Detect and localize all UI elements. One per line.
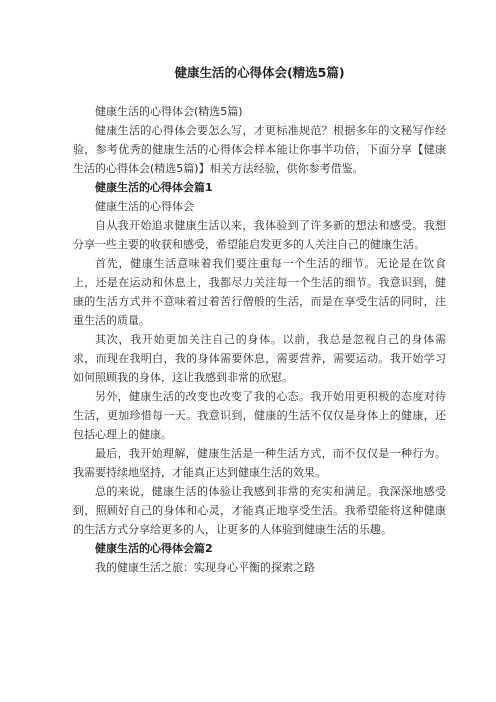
document-subtitle: 健康生活的心得体会(精选5篇) [95, 105, 243, 118]
section-2-subheading: 我的健康生活之旅：实现身心平衡的探索之路 [95, 561, 315, 574]
section-1-heading: 健康生活的心得体会篇1 [95, 181, 213, 194]
section-2-heading: 健康生活的心得体会篇2 [95, 542, 213, 555]
section-1-paragraph: 自从我开始追求健康生活以来，我体验到了许多新的想法和感受。我想分享一些主要的收获和感受，希望能启发更多的人关注自己的健康生活。 [73, 219, 446, 251]
section-1-paragraph: 另外，健康生活的改变也改变了我的心态。我开始用更积极的态度对待生活，更加珍惜每一天。我意识到，健康的生活不仅仅是身体上的健康，还包括心理上的健康。 [73, 390, 446, 441]
document-title: 健康生活的心得体会(精选5篇) [174, 65, 345, 80]
intro-paragraph: 健康生活的心得体会要怎么写，才更标准规范？根据多年的文秘写作经验，参考优秀的健康生活的心得体会样本能让你事半功倍，下面分享【健康生活的心得体会(精选5篇)】相关方法经验，供你参考借鉴。 [73, 124, 446, 175]
section-1-subheading: 健康生活的心得体会 [95, 200, 194, 213]
section-1-paragraph: 最后，我开始理解，健康生活是一种生活方式，而不仅仅是一种行为。我需要持续地坚持，才能真正达到健康生活的效果。 [73, 447, 446, 479]
section-1-paragraph: 其次，我开始更加关注自己的身体。以前，我总是忽视自己的身体需求，而现在我明白，我的身体需要休息，需要营养，需要运动。我开始学习如何照顾我的身体，这让我感到非常的欣慰。 [73, 333, 446, 384]
section-1-paragraph: 首先，健康生活意味着我们要注重每一个生活的细节。无论是在饮食上，还是在运动和休息上，我都尽力关注每一个生活的细节。我意识到，健康的生活方式并不意味着过着苦行僧般的生活，而是在享受生活的同时，注重生活的质量。 [73, 257, 446, 327]
section-1-paragraph: 总的来说，健康生活的体验让我感到非常的充实和满足。我深深地感受到，照顾好自己的身体和心灵，才能真正地享受生活。我希望能将这种健康的生活方式分享给更多的人，让更多的人体验到健康生活的乐趣。 [73, 485, 446, 536]
